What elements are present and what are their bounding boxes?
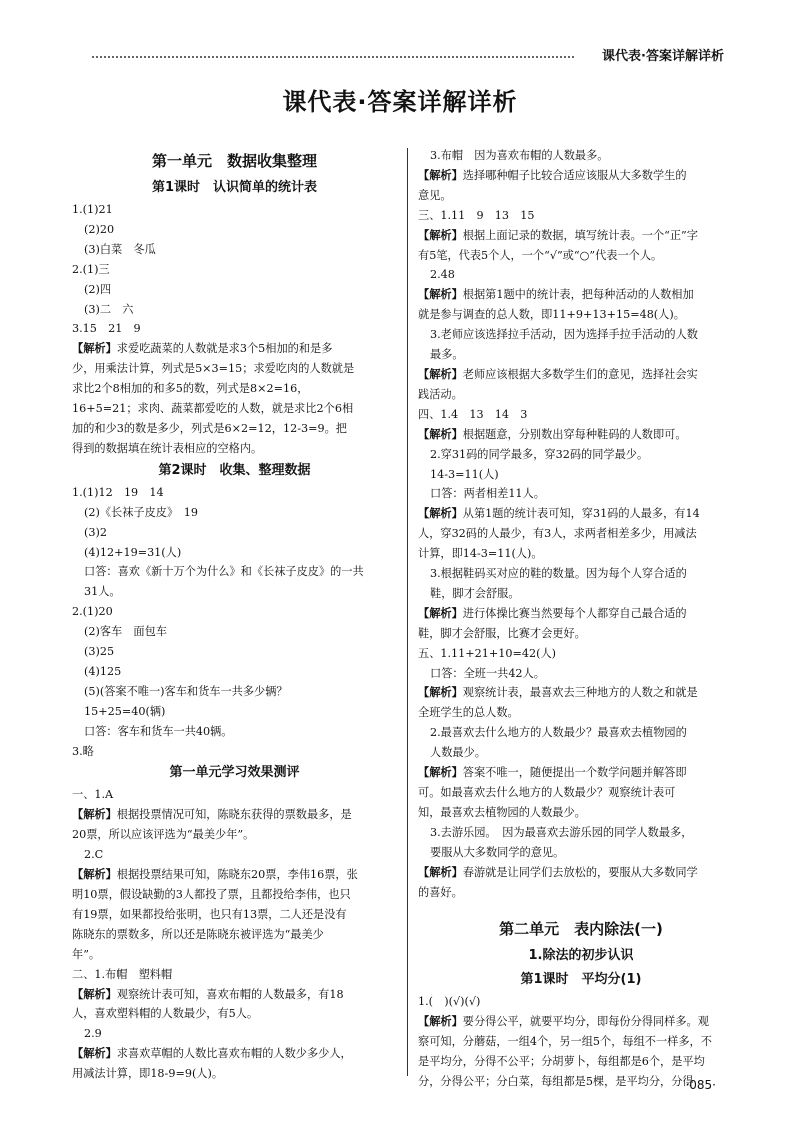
answer-line: 计算，即14-3=11(人)。 (418, 547, 543, 561)
answer-line: 有5笔，代表5个人，一个“√”或“○”代表一个人。 (418, 248, 663, 262)
answer-line: 3.去游乐园。 因为最喜欢去游乐园的同学人数最多， (430, 825, 693, 839)
analysis-tag: 【解析】 (418, 685, 463, 700)
analysis-line: 【解析】求爱吃蔬菜的人数就是求3个5相加的和是多 (72, 341, 333, 356)
answer-line: 1.( )(√)(√) (418, 995, 481, 1009)
answer-line: 分，分得公平；分白菜，每组都是5棵，是平均分，分得 (418, 1075, 694, 1089)
answer-line: 明10票，假设缺勤的3人都投了票，且都投给李伟，也只 (72, 888, 351, 901)
analysis-tag: 【解析】 (418, 287, 463, 302)
spacer (418, 902, 744, 914)
left-column (72, 146, 397, 1084)
answer-line: 加的和少3的数是多少，列式是6×2=12，12-3=9。把 (72, 421, 347, 435)
analysis-line: 【解析】观察统计表，最喜欢去三种地方的人数之和就是 (418, 685, 698, 700)
answer-line: 三、1.11 9 13 15 (418, 208, 535, 222)
answer-line: 口答：两者相差11人。 (430, 487, 545, 501)
answer-line: 的喜好。 (418, 885, 463, 899)
answer-line: 14-3=11(人) (430, 467, 499, 481)
running-header (92, 44, 724, 66)
answer-line: 2.48 (430, 268, 455, 282)
analysis-line: 【解析】根据第1题中的统计表，把每种活动的人数相加 (418, 287, 694, 302)
answer-line: 五、1.11+21+10=42(人) (418, 646, 557, 660)
analysis-line: 【解析】答案不唯一，随便提出一个数学问题并解答即 (418, 765, 687, 780)
answer-line: 有19票，如果都投给张明，也只有13票，二人还是没有 (72, 907, 347, 921)
analysis-tag: 【解析】 (418, 167, 463, 182)
answer-line: 全班学生的总人数。 (418, 706, 519, 720)
analysis-line: 【解析】根据题意，分别数出穿每种鞋码的人数即可。 (418, 426, 687, 441)
analysis-tag: 【解析】 (418, 227, 463, 242)
answer-line: 2.最喜欢去什么地方的人数最少？最喜欢去植物园的 (430, 726, 687, 740)
answer-line: 人，穿32码的人最少，有3人，求两者相差多少，用减法 (418, 527, 697, 541)
answer-line: 1.(1)12 19 14 (72, 485, 164, 499)
section-heading: 第二单元 表内除法(一) (499, 920, 663, 939)
answer-line: 16+5=21；求肉、蔬菜都爱吃的人数，就是求比2个6相 (72, 402, 354, 416)
answer-line: 求比2个8相加的和多5的数，列式是8×2=16， (72, 382, 309, 396)
answer-line: (3)二 六 (84, 302, 134, 316)
analysis-line: 【解析】进行体操比赛当然要每个人都穿自己最合适的 (418, 605, 687, 620)
answer-line: 年”。 (72, 947, 101, 961)
header-dotted-rule (92, 56, 574, 58)
answer-line: (3)2 (84, 525, 107, 539)
answer-line: 31人。 (84, 585, 121, 599)
answer-line: (2)客车 面包车 (84, 625, 167, 639)
analysis-tag: 【解析】 (418, 605, 463, 620)
analysis-line: 【解析】根据上面记录的数据，填写统计表。一个“正”字 (418, 227, 698, 242)
answer-line: 察可知，分蘑菇，一组4个，另一组5个，每组不一样多，不 (418, 1035, 712, 1049)
subsection-heading: 第2课时 收集、整理数据 (158, 462, 311, 478)
answer-line: 要服从大多数同学的意见。 (430, 845, 565, 859)
answer-line: (4)12+19=31(人) (84, 545, 182, 559)
analysis-line: 【解析】从第1题的统计表可知，穿31码的人最多，有14 (418, 506, 700, 521)
answer-line: 口答：客车和货车一共40辆。 (84, 724, 233, 738)
answer-line: 用减法计算，即18-9=9(人)。 (72, 1067, 224, 1081)
answer-line: 践活动。 (418, 387, 463, 401)
analysis-tag: 【解析】 (418, 426, 463, 441)
column-divider (407, 148, 408, 1076)
answer-line: (4)125 (84, 664, 122, 678)
page-number: ·085· (685, 1078, 716, 1092)
answer-line: 2.9 (84, 1027, 102, 1041)
answer-line: (3)25 (84, 645, 115, 659)
answer-line: 意见。 (418, 188, 452, 202)
analysis-tag: 【解析】 (418, 1014, 463, 1029)
answer-line: 就是参与调查的总人数，即11+9+13+15=48(人)。 (418, 308, 685, 322)
answer-line: 3.根据鞋码买对应的鞋的数量。因为每个人穿合适的 (430, 567, 687, 581)
answer-line: 最多。 (430, 348, 464, 362)
analysis-tag: 【解析】 (72, 1046, 117, 1061)
analysis-tag: 【解析】 (418, 506, 463, 521)
answer-line: 口答：全班一共42人。 (430, 666, 545, 680)
subsection-heading: 1.除法的初步认识 (528, 948, 634, 964)
analysis-tag: 【解析】 (72, 986, 117, 1001)
answer-line: 知，最喜欢去植物园的人数最少。 (418, 805, 586, 819)
answer-line: 人，喜欢塑料帽的人数最少，有5人。 (72, 1007, 259, 1021)
answer-line: 口答：喜欢《新十万个为什么》和《长袜子皮皮》的一共 (84, 565, 364, 579)
answer-line: 20票，所以应该评选为“最美少年”。 (72, 828, 255, 842)
analysis-line: 【解析】观察统计表可知，喜欢布帽的人数最多，有18 (72, 986, 344, 1001)
analysis-tag: 【解析】 (72, 807, 117, 822)
answer-line: (2)20 (84, 222, 115, 236)
answer-line: 2.(1)20 (72, 605, 113, 619)
answer-line: 1.(1)21 (72, 203, 113, 216)
answer-line: 二、1.布帽 塑料帽 (72, 967, 173, 981)
analysis-tag: 【解析】 (72, 867, 117, 882)
analysis-line: 【解析】老师应该根据大多数学生们的意见，选择社会实 (418, 366, 698, 381)
answer-line: 陈晓东的票数多，所以还是陈晓东被评选为“最美少 (72, 927, 324, 941)
answer-line: 四、1.4 13 14 3 (418, 407, 528, 421)
answer-line: 2.(1)三 (72, 262, 110, 276)
answer-line: 3.老师应该选择拉手活动，因为选择手拉手活动的人数 (430, 328, 698, 342)
answer-line: 3.布帽 因为喜欢布帽的人数最多。 (430, 149, 609, 162)
answer-line: 鞋，脚才会舒服，比赛才会更好。 (418, 626, 586, 640)
answer-line: 一、1.A (72, 788, 114, 802)
answer-line: 2.C (84, 848, 104, 862)
page-title: 课代表·答案详解详析 (282, 88, 518, 116)
answer-line: (2)四 (84, 282, 112, 296)
answer-line: 鞋，脚才会舒服。 (430, 586, 520, 600)
answer-line: 人数最少。 (430, 746, 486, 760)
answer-line: 2.穿31码的同学最多，穿32码的同学最少。 (430, 447, 649, 461)
analysis-line: 【解析】要分得公平，就要平均分，即每份分得同样多。观 (418, 1014, 709, 1029)
subsection-heading: 第1课时 平均分(1) (520, 972, 642, 988)
analysis-tag: 【解析】 (72, 341, 117, 356)
analysis-line: 【解析】根据投票结果可知，陈晓东20票，李伟16票，张 (72, 867, 358, 882)
subsection-heading: 第1课时 认识简单的统计表 (151, 180, 318, 195)
answer-line: 少，用乘法计算，列式是5×3=15；求爱吃肉的人数就是 (72, 362, 355, 376)
subsection-heading: 第一单元学习效果测评 (169, 765, 300, 781)
analysis-line: 【解析】春游就是让同学们去放松的，要服从大多数同学 (418, 864, 698, 879)
answer-line: 得到的数据填在统计表相应的空格内。 (72, 441, 263, 455)
answer-line: 可。如最喜欢去什么地方的人数最少？观察统计表可 (418, 786, 676, 799)
right-column (418, 146, 744, 1092)
analysis-tag: 【解析】 (418, 765, 463, 780)
analysis-line: 【解析】求喜欢草帽的人数比喜欢布帽的人数少多少人， (72, 1046, 352, 1061)
answer-line: (3)白菜 冬瓜 (84, 242, 156, 256)
answer-line: 是平均分，分得不公平；分胡萝卜，每组都是6个，是平均 (418, 1055, 705, 1069)
answer-line: 3.略 (72, 744, 94, 758)
analysis-tag: 【解析】 (418, 366, 463, 381)
analysis-tag: 【解析】 (418, 864, 463, 879)
analysis-line: 【解析】根据投票情况可知，陈晓东获得的票数最多，是 (72, 807, 352, 822)
section-heading: 第一单元 数据收集整理 (151, 152, 317, 170)
header-label: 课代表·答案详解详析 (602, 49, 724, 64)
answer-line: (5)(答案不唯一)客车和货车一共多少辆？ (84, 684, 288, 698)
answer-line: 3.15 21 9 (72, 322, 141, 336)
answer-line: (2)《长袜子皮皮》 19 (84, 505, 198, 519)
analysis-line: 【解析】选择哪种帽子比较合适应该服从大多数学生的 (418, 167, 687, 182)
answer-line: 15+25=40(辆) (84, 704, 166, 718)
